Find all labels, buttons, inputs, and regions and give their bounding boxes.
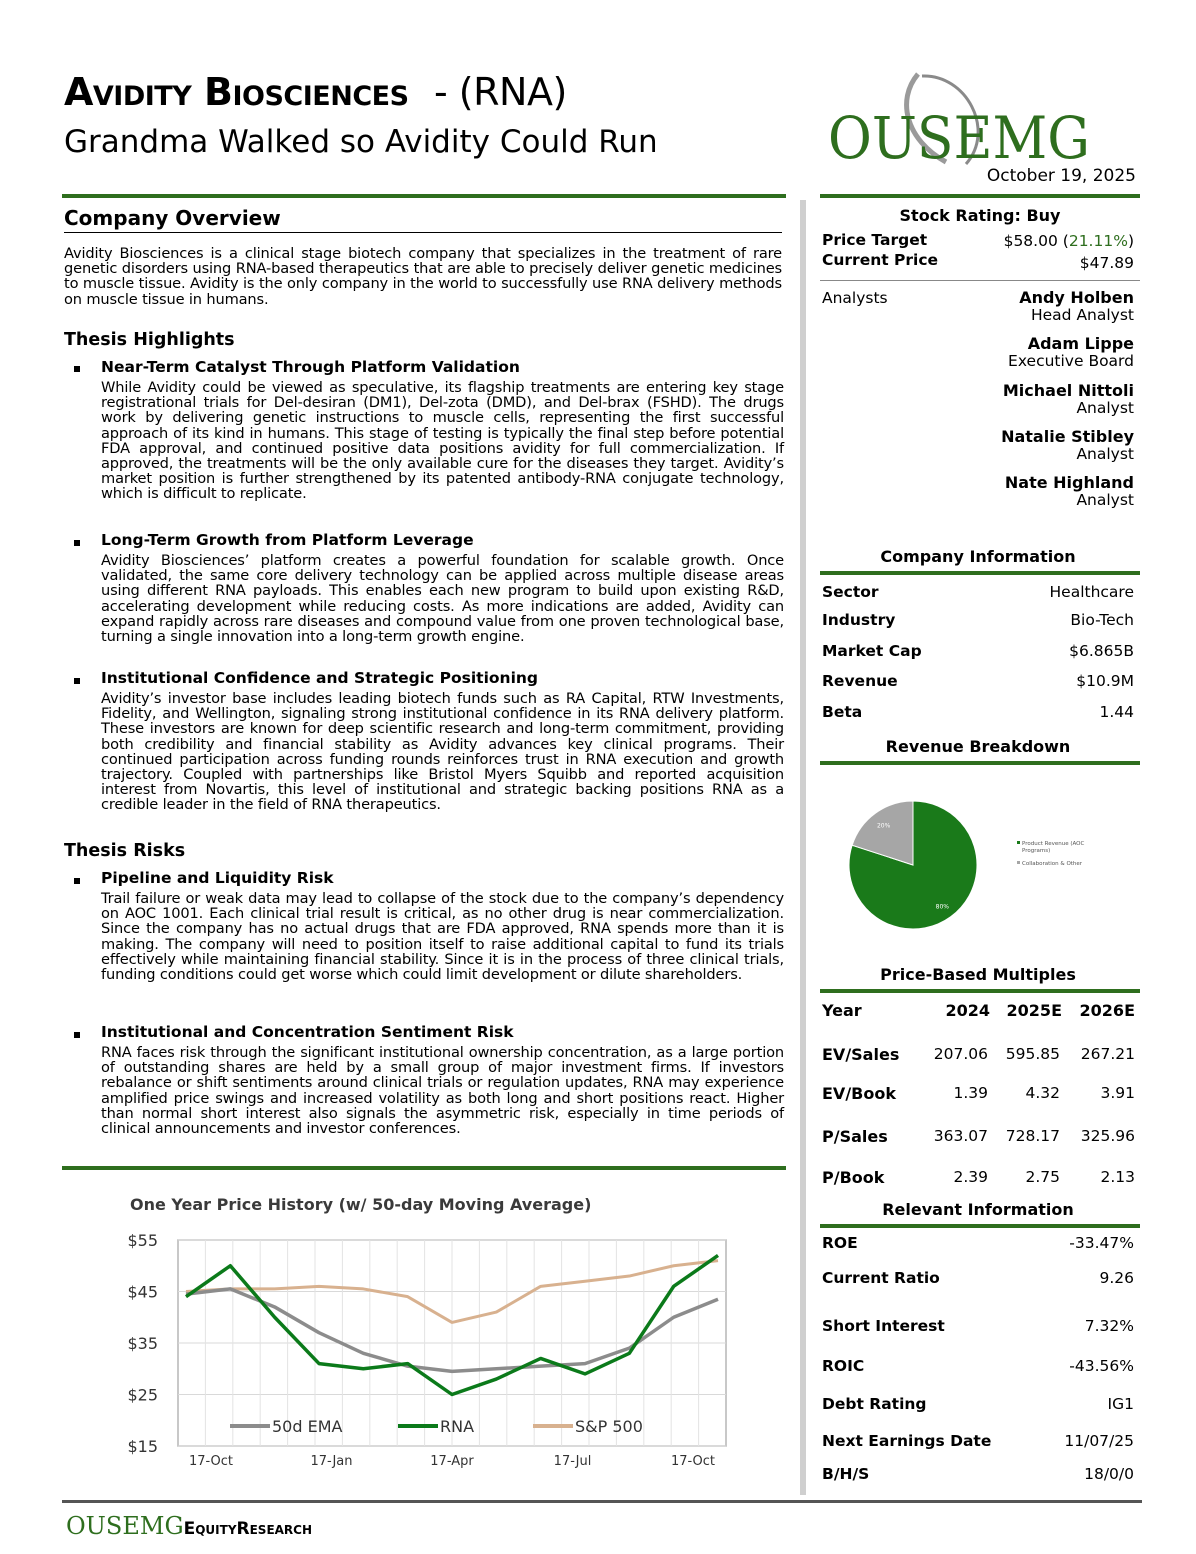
ticker: - (RNA) — [434, 70, 567, 114]
logo-text: OUSEMG — [828, 104, 1090, 170]
multiple-key: EV/Sales — [822, 1045, 900, 1064]
highlight-text-3: Avidity’s investor base includes leading biotech funds such as RA Capital, RTW Investments, Fidelity, and Wellington, signaling strong institutional confidence in its RNA delivery platform. These investors are known for deep scientific research and long-term commitment, providing both credibility and financial stability as Avidity advances key clinical programs. Their continued participation across funding rounds reinforces trust in RNA execution and growth trajectory. Coupled with partnerships like Bristol Myers Squibb and reported acquisition interest from Novartis, this level of institutional and strategic backing positions RNA as a credible leader in the field of RNA therapeutics. — [101, 690, 784, 814]
highlight-title-2: Long-Term Growth from Platform Leverage — [101, 531, 474, 549]
revenue-breakdown-heading: Revenue Breakdown — [885, 737, 1071, 756]
bullet-marker — [74, 366, 80, 372]
analyst-role: Analyst — [1076, 399, 1134, 417]
price-target: $58.00 — [1003, 232, 1058, 250]
multiple-value: 728.17 — [1005, 1127, 1060, 1145]
analysts-label: Analysts — [822, 289, 888, 307]
risk-title-2: Institutional and Concentration Sentiment Risk — [101, 1023, 514, 1041]
y-tick-label: $25 — [127, 1385, 158, 1405]
x-tick-label: 17-Jan — [310, 1454, 353, 1469]
highlight-title-3: Institutional Confidence and Strategic Positioning — [101, 669, 539, 687]
x-tick-labels — [189, 1454, 715, 1469]
analyst-name: Natalie Stibley — [1001, 427, 1134, 446]
info-value: Bio-Tech — [1070, 611, 1134, 629]
legend-label: Product Revenue (AOC Programs) — [1022, 841, 1085, 854]
company-info-rule — [820, 571, 1140, 575]
info-value: $6.865B — [1069, 642, 1134, 660]
multiple-value: 267.21 — [1080, 1045, 1135, 1063]
bullet-marker — [74, 678, 80, 684]
relevant-key: Next Earnings Date — [822, 1432, 992, 1450]
risk-text-2: RNA faces risk through the significant institutional ownership concentration, as a large portion of outstanding shares are held by a small group of major investment firms. If investors rebalance or shift sentiments around clinical trials or regulation updates, RNA may experience amplified price swings and increased volatility as both long and short positions react. Higher than normal short interest also signals the asymmetric risk, especially in time periods of clinical announcements and investor conferences. — [101, 1044, 784, 1138]
chart-legend — [230, 1417, 643, 1436]
rating-heading: Stock Rating: Buy — [899, 206, 1061, 225]
analyst-name: Michael Nittoli — [1002, 381, 1134, 400]
gridlines — [178, 1240, 726, 1446]
risk-title-1: Pipeline and Liquidity Risk — [101, 869, 334, 887]
y-tick-label: $15 — [127, 1437, 158, 1456]
relevant-key: Short Interest — [822, 1317, 945, 1335]
chart-title: One Year Price History (w/ 50-day Moving Average) — [130, 1195, 592, 1214]
info-key: Sector — [822, 583, 879, 601]
relevant-value: -43.56% — [1069, 1357, 1134, 1375]
legend-label: Collaboration & Other — [1022, 861, 1083, 867]
y-tick-labels — [127, 1231, 158, 1456]
y-tick-label: $35 — [127, 1334, 158, 1353]
multiples-rule — [820, 989, 1140, 993]
relevant-key: B/H/S — [822, 1465, 870, 1483]
multiple-key: P/Book — [822, 1168, 885, 1187]
analyst-role: Executive Board — [1008, 352, 1134, 370]
legend-label: 50d EMA — [272, 1417, 343, 1436]
footer-tag: EquityResearch — [183, 1519, 313, 1539]
upside-percent: 21.11% — [1068, 232, 1128, 250]
multiple-value: 2.13 — [1100, 1168, 1135, 1186]
price-target-value — [1004, 232, 1134, 250]
multiples-heading: Price-Based Multiples — [880, 965, 1076, 984]
multiples-col-year: Year — [822, 1001, 862, 1020]
legend-swatch — [1017, 841, 1020, 844]
report-subtitle: Grandma Walked so Avidity Could Run — [64, 124, 658, 160]
bullet-marker — [74, 878, 80, 884]
company-name: Avidity Biosciences — [64, 70, 409, 114]
revenue-rule — [820, 761, 1140, 765]
multiples-col-2024: 2024 — [945, 1001, 990, 1020]
multiples-col-2026e: 2026E — [1079, 1001, 1135, 1020]
relevant-key: ROE — [822, 1234, 858, 1252]
info-key: Market Cap — [822, 642, 922, 660]
info-value: $10.9M — [1076, 672, 1134, 690]
overview-text: Avidity Biosciences is a clinical stage biotech company that specializes in the treatment of rare genetic disorders using RNA-based therapeutics that are able to precisely deliver genetic medicines to muscle tissue. Avidity is the only company in the world to successfully use RNA delivery methods on muscle tissue in humans. — [64, 245, 782, 308]
bullet-marker — [74, 1032, 80, 1038]
rating-rule — [820, 280, 1140, 281]
pie-slice-label: 80% — [935, 903, 950, 911]
relevant-key: Debt Rating — [822, 1395, 927, 1413]
price-history-chart — [100, 1180, 760, 1480]
footer-logo-text: OUSEMG — [66, 1512, 184, 1540]
multiple-key: EV/Book — [822, 1084, 896, 1103]
highlight-text-2: Avidity Biosciences’ platform creates a powerful foundation for scalable growth. Once validated, the same core delivery technology can be applied across multiple disease areas using different RNA payloads. This enables each new program to build upon existing R&D, accelerating development while reducing costs. As more indications are added, Avidity can expand rapidly across rare diseases and compound value from one proven technological base, turning a single innovation into a long-term growth engine. — [101, 552, 784, 646]
x-tick-label: 17-Jul — [553, 1454, 592, 1469]
relevant-rule — [820, 1224, 1140, 1228]
legend-label: S&P 500 — [575, 1417, 643, 1436]
multiple-value: 2.75 — [1025, 1168, 1060, 1186]
multiple-value: 1.39 — [953, 1084, 988, 1102]
relevant-value: 9.26 — [1099, 1269, 1134, 1287]
footer-rule — [62, 1500, 1142, 1503]
relevant-value: 11/07/25 — [1064, 1432, 1134, 1450]
multiple-value: 3.91 — [1100, 1084, 1135, 1102]
x-tick-label: 17-Oct — [188, 1454, 234, 1469]
revenue-pie-chart — [840, 790, 1110, 940]
pie-slices — [849, 801, 977, 929]
info-key: Revenue — [822, 672, 898, 690]
multiple-value: 595.85 — [1005, 1045, 1060, 1063]
analyst-role: Analyst — [1076, 445, 1134, 463]
relevant-value: IG1 — [1107, 1395, 1134, 1413]
current-price-label: Current Price — [822, 251, 939, 269]
multiple-value: 2.39 — [953, 1168, 988, 1186]
info-value: Healthcare — [1049, 583, 1134, 601]
relevant-value: -33.47% — [1069, 1234, 1134, 1252]
legend-swatch — [1017, 861, 1020, 864]
pie-slice-label: 20% — [876, 822, 891, 830]
x-tick-label: 17-Oct — [670, 1454, 716, 1469]
overview-underline — [64, 232, 782, 233]
column-divider — [800, 200, 806, 1495]
multiple-value: 207.06 — [933, 1045, 988, 1063]
info-key: Beta — [822, 703, 863, 721]
footer-brand — [66, 1512, 312, 1540]
analyst-name: Adam Lippe — [1027, 334, 1134, 353]
left-top-rule — [62, 194, 786, 198]
multiple-value: 4.32 — [1025, 1084, 1060, 1102]
pie-legend — [1017, 841, 1084, 867]
upside-close: ) — [1127, 232, 1134, 250]
info-value: 1.44 — [1099, 703, 1134, 721]
highlight-title-1: Near-Term Catalyst Through Platform Validation — [101, 358, 520, 376]
y-tick-label: $55 — [127, 1231, 158, 1250]
bullet-marker — [74, 540, 80, 546]
relevant-key: Current Ratio — [822, 1269, 940, 1287]
company-info-heading: Company Information — [880, 547, 1076, 566]
analyst-role: Analyst — [1076, 491, 1134, 509]
multiples-col-2025e: 2025E — [1006, 1001, 1062, 1020]
ousemg-logo — [826, 70, 1096, 170]
info-key: Industry — [822, 611, 896, 629]
highlight-text-1: While Avidity could be viewed as speculative, its flagship treatments are entering key stage registrational trials for Del-desiran (DM1), Del-zota (DMD), and Del-brax (FSHD). The drugs work by delivering genetic instructions to muscle cells, representing the first successful approach of its kind in humans. This stage of testing is typically the final step before potential FDA approval, and continued positive data positions avidity for full commercialization. If approved, the treatments will be the only available cure for the diseases they target. Avidity’s market position is further strengthened by its patented antibody-RNA conjugate technology, which is difficult to replicate. — [101, 379, 784, 503]
price-target-label: Price Target — [822, 231, 928, 249]
relevant-value: 18/0/0 — [1084, 1465, 1134, 1483]
current-price-value: $47.89 — [1079, 254, 1134, 272]
relevant-key: ROIC — [822, 1357, 865, 1375]
risk-text-1: Trail failure or weak data may lead to collapse of the stock due to the company’s dependency on AOC 1001. Each clinical trial result is critical, as no other drug is near commercialization. Since the company has no actual drugs that are FDA approved, RNA spends more than it is making. The company will need to position itself to raise additional capital to fund its trials effectively while maintaining financial stability. Since it is in the process of three clinical trials, funding conditions could get worse which could limit development or dilute shareholders. — [101, 890, 784, 984]
analyst-role: Head Analyst — [1030, 306, 1134, 324]
analyst-name: Andy Holben — [1019, 288, 1134, 307]
multiple-key: P/Sales — [822, 1127, 888, 1146]
relevant-heading: Relevant Information — [882, 1200, 1074, 1219]
report-date: October 19, 2025 — [986, 166, 1136, 186]
analyst-name: Nate Highland — [1004, 473, 1134, 492]
upside-open: ( — [1062, 232, 1069, 250]
relevant-value: 7.32% — [1084, 1317, 1134, 1335]
chart-top-rule — [62, 1166, 786, 1170]
multiple-value: 363.07 — [933, 1127, 988, 1145]
risks-heading: Thesis Risks — [64, 841, 186, 861]
overview-heading: Company Overview — [64, 206, 281, 230]
x-tick-label: 17-Apr — [430, 1454, 474, 1469]
highlights-heading: Thesis Highlights — [64, 330, 235, 350]
legend-label: RNA — [440, 1417, 475, 1436]
right-top-rule — [820, 194, 1140, 198]
multiple-value: 325.96 — [1080, 1127, 1135, 1145]
report-title — [64, 70, 567, 114]
y-tick-label: $45 — [127, 1282, 158, 1302]
